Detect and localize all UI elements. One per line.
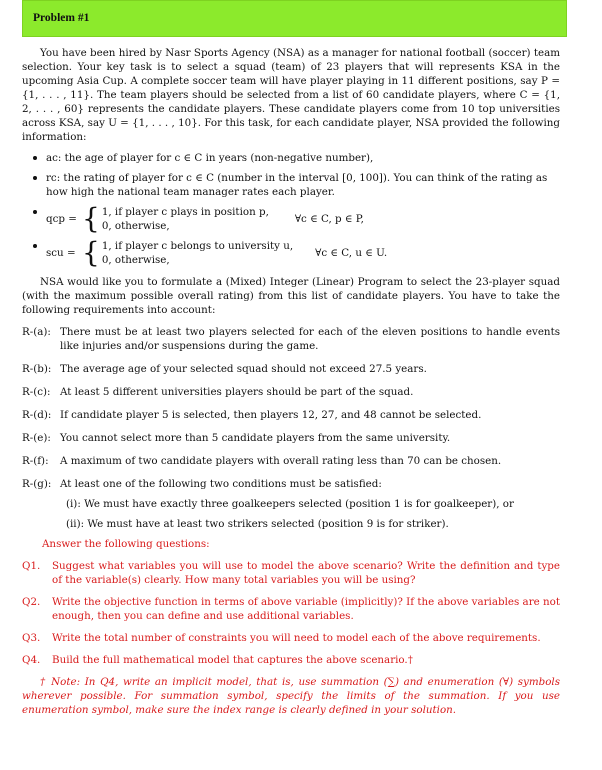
q-lhs: qcp = [46,213,77,225]
question-label: Q3. [22,632,41,644]
requirement-g [22,477,560,491]
requirement-label: R-(c): [22,386,51,398]
requirement-label: R-(d): [22,409,52,421]
question-text: Write the total number of constraints you will need to model each of the above requirements. [52,632,541,644]
s-lhs: scu = [46,247,76,259]
requirement-c [22,385,560,399]
requirement-label: R-(f): [22,455,49,467]
questions-list [22,559,560,667]
q-case-1: 1, if player c plays in position p, [101,206,269,218]
requirement-text: You cannot select more than 5 candidate players from the same university. [60,432,451,444]
requirement-f [22,454,560,468]
requirement-text: The average age of your selected squad should not exceed 27.5 years. [60,363,427,375]
requirement-text: If candidate player 5 is selected, then players 12, 27, and 48 cannot be selected. [60,409,482,421]
question-2 [22,595,560,623]
requirement-d [22,408,560,422]
q-case-2: 0, otherwise, [101,220,170,232]
question-3 [22,631,560,645]
definition-s [22,236,560,269]
q-brace-icon: { [82,202,100,235]
answer-heading: Answer the following questions: [42,538,210,550]
definition-rating: rc: the rating of player for c ∈ C (number in the interval [0, 100]). You can think of the rating as how high the national team manager rates each player. [22,171,560,199]
requirement-text: A maximum of two candidate players with overall rating less than 70 can be chosen. [60,455,502,467]
question-text: Write the objective function in terms of above variable (implicitly)? If the above variables are not enough, then you can define and use additional variables. [52,596,560,622]
definitions-list [22,151,560,267]
requirement-label: R-(g): [22,478,52,490]
s-case-2: 0, otherwise, [101,254,170,266]
q-forall: ∀c ∈ C, p ∈ P, [294,213,364,225]
question-label: Q2. [22,596,41,608]
question-4 [22,653,560,667]
requirement-label: R-(e): [22,432,51,444]
requirements-list [22,325,560,531]
requirement-label: R-(b): [22,363,52,375]
intro-paragraph: You have been hired by Nasr Sports Agency (NSA) as a manager for national football (soccer) team selection. Your key task is to select a squad (team) of 23 players that will represents KSA in the upcoming Asia Cup. A complete soccer team will have player playing in 11 different positions, say P = {1, . . . , 11}. The team players should be selected from a list of 60 candidate players, where C = {1, 2, . . . , 60} represents the candidate players. These candidate players come from 10 top universities across KSA, say U = {1, . . . , 10}. For this task, for each candidate player, NSA provided the following information: [22,47,560,143]
question-text: Suggest what variables you will use to model the above scenario? Write the definition and type of the variable(s) clearly. How many total variables you will be using? [52,560,560,586]
problem-title: Problem #1 [33,12,90,24]
requirement-text: At least one of the following two conditions must be satisfied: [60,478,382,490]
definition-q [22,202,560,235]
condition-i: (i): We must have exactly three goalkeepers selected (position 1 is for goalkeeper), or [66,498,514,510]
footnote: † Note: In Q4, write an implicit model, that is, use summation (∑) and enumeration (∀) symbols wherever possible. For summation symbol, specify the limits of the summation. If you use enumeration symbol, make sure the index range is clearly defined in your solution. [22,676,560,716]
question-label: Q4. [22,654,41,666]
problem-header [22,0,567,37]
s-forall: ∀c ∈ C, u ∈ U. [315,247,388,259]
requirement-b [22,362,560,376]
requirement-a [22,325,560,353]
condition-ii: (ii): We must have at least two strikers selected (position 9 is for striker). [66,518,449,530]
requirement-e [22,431,560,445]
question-1 [22,559,560,587]
definition-age: ac: the age of player for c ∈ C in years (non-negative number), [22,151,560,165]
problem-content [22,46,560,717]
question-label: Q1. [22,560,41,572]
nsa-paragraph: NSA would like you to formulate a (Mixed) Integer (Linear) Program to select the 23-player squad (with the maximum possible overall rating) from this list of candidate players. You have to take the following requirements into account: [22,276,560,316]
requirement-text: At least 5 different universities players should be part of the squad. [60,386,414,398]
requirement-label: R-(a): [22,326,51,338]
requirement-text: There must be at least two players selected for each of the eleven positions to handle events like injuries and/or suspensions during the game. [60,326,560,352]
conditions-list [66,497,560,531]
s-brace-icon: { [82,236,100,269]
s-case-1: 1, if player c belongs to university u, [101,240,294,252]
question-text: Build the full mathematical model that captures the above scenario.† [52,654,413,666]
